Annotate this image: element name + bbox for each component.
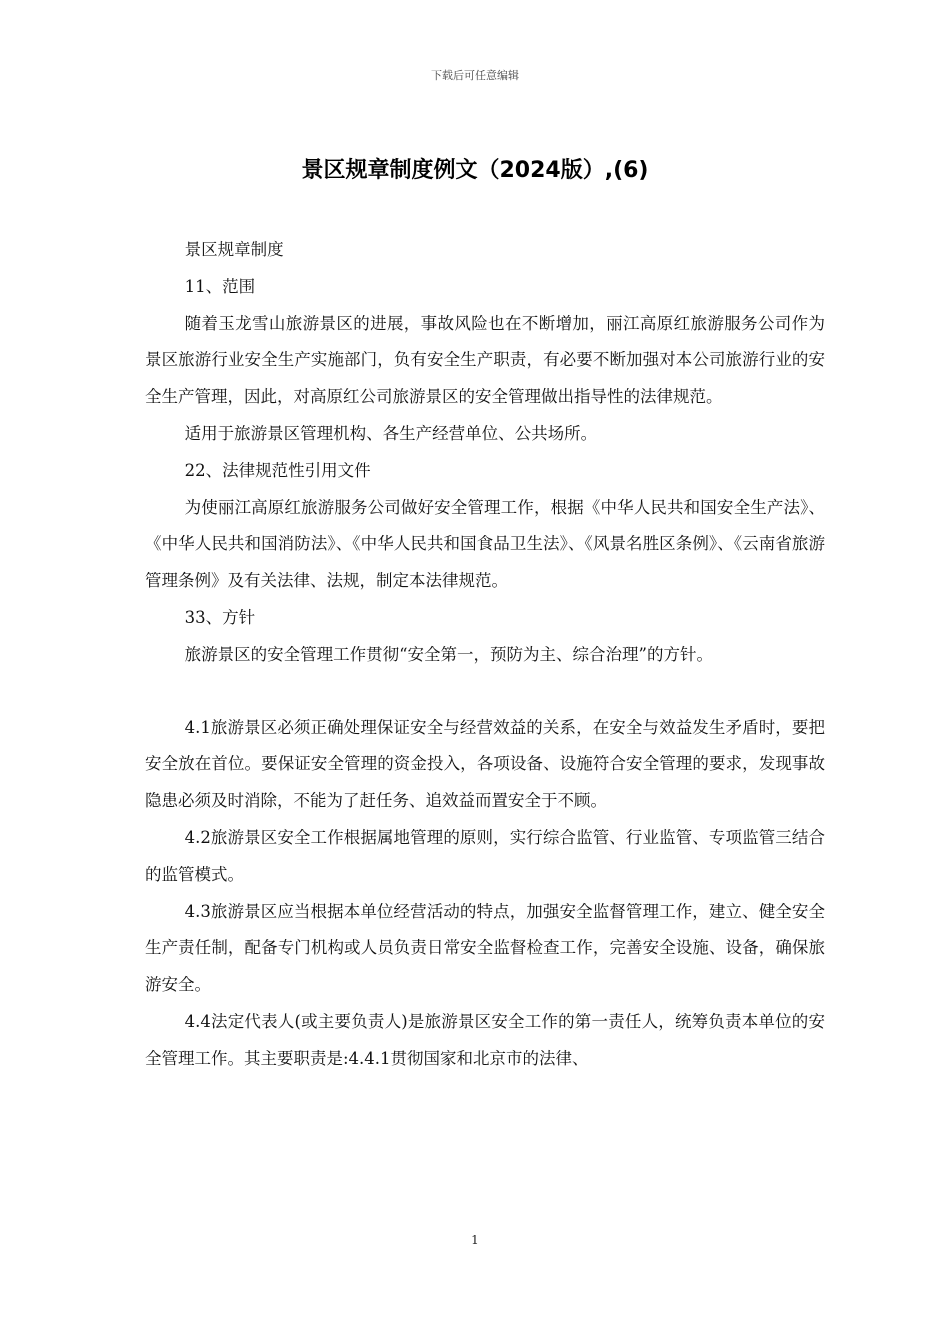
document-title: 景区规章制度例文（2024版）,(6): [301, 158, 649, 183]
clause-4-4: 4.4法定代表人(或主要负责人)是旅游景区安全工作的第一责任人，统筹负责本单位的安全管理工作。其主要职责是:4.4.1贯彻国家和北京市的法律、: [145, 1011, 825, 1068]
paragraph-heading: 景区规章制度: [184, 240, 284, 259]
blank-line: [145, 674, 825, 710]
clause-4-2: 4.2旅游景区安全工作根据属地管理的原则，实行综合监管、行业监管、专项监管三结合的监管模式。: [145, 827, 825, 884]
document-body: [145, 232, 825, 1078]
clause-4-3: 4.3旅游景区应当根据本单位经营活动的特点，加强安全监督管理工作，建立、健全安全生产责任制，配备专门机构或人员负责日常安全监督检查工作，完善安全设施、设备，确保旅游安全。: [145, 901, 825, 995]
paragraph: 为使丽江高原红旅游服务公司做好安全管理工作，根据《中华人民共和国安全生产法》、《中华人民共和国消防法》、《中华人民共和国食品卫生法》、《风景名胜区条例》、《云南省旅游管理条例》及有关法律、法规，制定本法律规范。: [145, 497, 825, 591]
page-number: 1: [471, 1233, 479, 1247]
paragraph: 随着玉龙雪山旅游景区的进展，事故风险也在不断增加，丽江高原红旅游服务公司作为景区旅游行业安全生产实施部门，负有安全生产职责，有必要不断加强对本公司旅游行业的安全生产管理，因此，对高原红公司旅游景区的安全管理做出指导性的法律规范。: [145, 313, 825, 407]
section-heading-policy: 33、方针: [184, 607, 256, 627]
paragraph: 适用于旅游景区管理机构、各生产经营单位、公共场所。: [184, 423, 598, 443]
section-heading-scope: 11、范围: [184, 276, 256, 296]
section-heading-references: 22、法律规范性引用文件: [184, 460, 371, 480]
paragraph: 旅游景区的安全管理工作贯彻“安全第一，预防为主、综合治理”的方针。: [184, 644, 713, 664]
header-note: 下载后可任意编辑: [431, 69, 519, 82]
clause-4-1: 4.1旅游景区必须正确处理保证安全与经营效益的关系，在安全与效益发生矛盾时，要把安全放在首位。要保证安全管理的资金投入，各项设备、设施符合安全管理的要求，发现事故隐患必须及时消除，不能为了赶任务、追效益而置安全于不顾。: [145, 717, 825, 811]
